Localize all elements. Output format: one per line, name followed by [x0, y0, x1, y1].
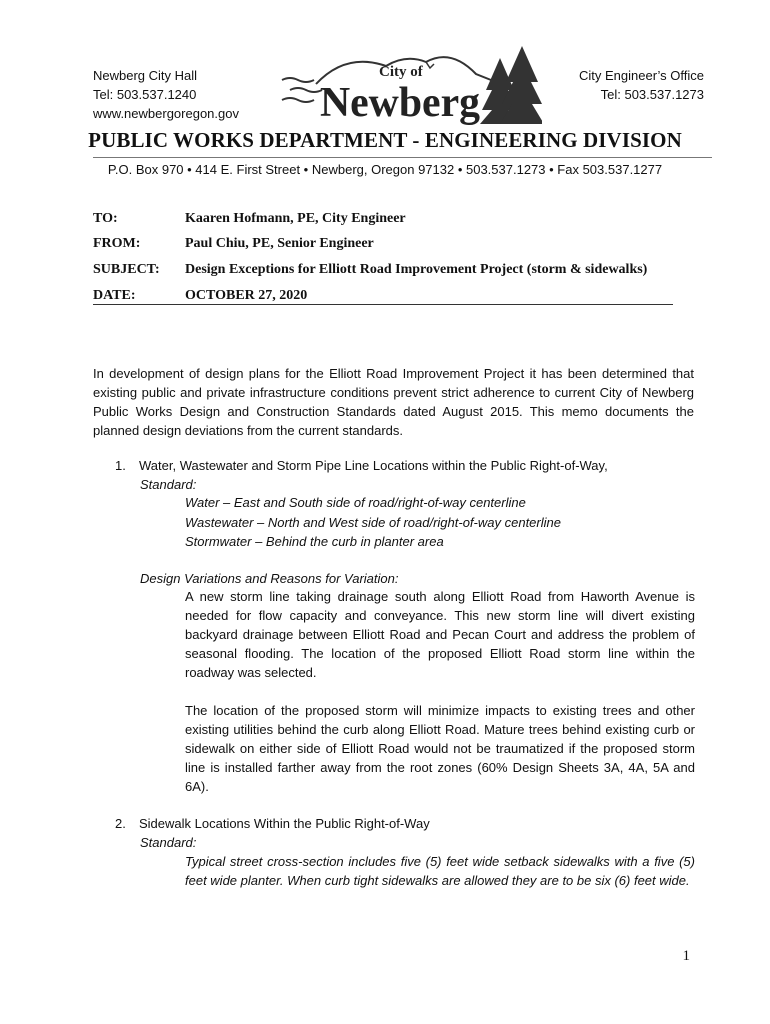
memo-divider	[93, 304, 673, 305]
city-hall-contact	[93, 66, 239, 123]
item-1-paragraph-1: A new storm line taking drainage south along Elliott Road from Haworth Avenue is needed for flow capacity and conveyance. This new storm line will divert existing backyard drainage between Elliott Road and Pecan Court and address the problem of seasonal flooding. The location of the proposed Elliott Road storm line within the roadway was selected.	[185, 589, 695, 680]
contact-line: City Engineer’s Office	[578, 68, 704, 83]
contact-line: Newberg City Hall	[93, 68, 198, 83]
memo-label: TO:	[93, 210, 118, 226]
item-1-paragraph-2: The location of the proposed storm will minimize impacts to existing trees and other existing utilities behind the curb along Elliott Road. Mature trees behind existing curb or sidewalk on either side of Elliott Road would not be traumatized if the proposed storm line is installed farther away from the root zones (60% Design Sheets 3A, 4A, 5A and 6A).	[185, 703, 695, 794]
header-divider	[93, 157, 712, 158]
item-1-variation-label: Design Variations and Reasons for Variation:	[140, 571, 399, 586]
contact-line: Tel: 503.537.1240	[93, 87, 197, 102]
contact-line: www.newbergoregon.gov	[93, 106, 239, 121]
address-line: P.O. Box 970 • 414 E. First Street • Newberg, Oregon 97132 • 503.537.1273 • Fax 503.537.1277	[107, 162, 663, 177]
memo-subject-row	[93, 257, 713, 283]
memo-from-row	[93, 232, 713, 258]
memo-value: OCTOBER 27, 2020	[185, 287, 308, 303]
item-2-standard-text: Typical street cross-section includes five (5) feet wide setback sidewalks with a five (5) feet wide planter. When curb tight sidewalks are allowed they are to be six (6) feet wide.	[185, 854, 695, 888]
memo-header	[93, 206, 713, 308]
item-number: 2.	[115, 816, 126, 831]
item-title: Sidewalk Locations Within the Public Right-of-Way	[139, 816, 430, 831]
memo-value: Kaaren Hofmann, PE, City Engineer	[185, 210, 406, 226]
standard-stormwater: Stormwater – Behind the curb in planter area	[185, 534, 444, 549]
memo-label: FROM:	[93, 236, 141, 252]
standard-water: Water – East and South side of road/right-of-way centerline	[185, 495, 526, 510]
logo-city-of: City of	[379, 64, 423, 80]
item-2-standard-label: Standard:	[140, 835, 197, 850]
memo-value: Design Exceptions for Elliott Road Improvement Project (storm & sidewalks)	[185, 261, 648, 277]
page-number: 1	[682, 948, 690, 964]
intro-paragraph: In development of design plans for the Elliott Road Improvement Project it has been determined that existing public and private infrastructure conditions prevent strict adherence to current City of Newberg Public Works Design and Construction Standards dated August 2015. This memo documents the planned design deviations from the current standards.	[93, 366, 694, 438]
memo-value: Paul Chiu, PE, Senior Engineer	[185, 236, 374, 252]
department-title: PUBLIC WORKS DEPARTMENT - ENGINEERING DIVISION	[88, 128, 682, 152]
memo-label: DATE:	[93, 287, 136, 303]
memo-to-row	[93, 206, 713, 232]
item-2-title	[115, 814, 715, 833]
item-1-title	[115, 456, 715, 475]
logo-newberg: Newberg	[320, 80, 480, 126]
item-number: 1.	[115, 458, 126, 473]
item-title: Water, Wastewater and Storm Pipe Line Locations within the Public Right-of-Way,	[139, 458, 608, 473]
item-1-standard-label: Standard:	[140, 477, 197, 492]
standard-wastewater: Wastewater – North and West side of road/right-of-way centerline	[185, 515, 561, 530]
contact-line: Tel: 503.537.1273	[600, 87, 704, 102]
memo-label: SUBJECT:	[93, 261, 160, 277]
newberg-logo	[276, 44, 542, 126]
engineer-office-contact	[579, 66, 704, 104]
